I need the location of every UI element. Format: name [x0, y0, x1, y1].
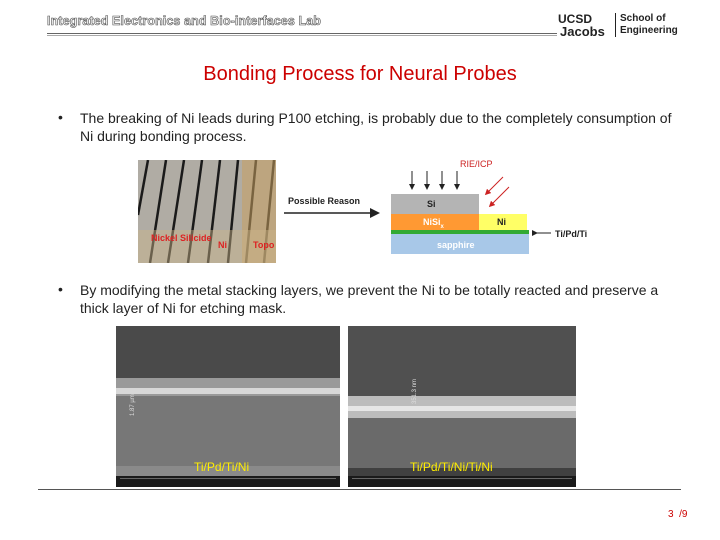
page-current: 3 [668, 509, 674, 520]
arrow-right-icon [282, 207, 382, 219]
label-rie-icp: RIE/ICP [460, 159, 493, 169]
lab-name: Integrated Electronics and Bio-interfaces Lab [47, 14, 322, 28]
header-divider-secondary [47, 35, 557, 36]
label-ni: Ni [218, 240, 227, 250]
page-total: /9 [679, 509, 688, 520]
arrow-label: Possible Reason [288, 196, 361, 206]
sem-image-2 [348, 326, 576, 487]
bullet-text-1: The breaking of Ni leads during P100 etching, is probably due to the completely consumption of Ni during bonding process. [80, 110, 672, 144]
sem-1-scale: 1.87 µm [130, 394, 136, 416]
bullet-marker-2: • [58, 281, 63, 297]
sem-2-scale: 351.3 nm [412, 378, 418, 404]
logo-separator [615, 13, 616, 37]
label-tipdti: Ti/Pd/Ti [555, 229, 588, 239]
optical-micrograph [138, 160, 276, 263]
logo-engineering-text: Engineering [620, 25, 678, 36]
ucsd-jacobs-logo [558, 12, 683, 40]
label-si: Si [427, 199, 436, 209]
label-topo: Topo [253, 240, 275, 250]
layer-diagram-graphic [385, 157, 625, 259]
footer-divider [38, 489, 681, 490]
logo-school-text: School of [620, 13, 666, 24]
bullet-text-2: By modifying the metal stacking layers, we prevent the Ni to be totally reacted and preserve a thick layer of Ni for etching mask. [80, 282, 659, 316]
label-nisi [423, 217, 444, 230]
label-sapphire: sapphire [437, 240, 475, 250]
logo-ucsd-text: UCSD [558, 12, 593, 26]
sem-2-label: Ti/Pd/Ti/Ni/Ti/Ni [410, 460, 493, 474]
label-nisi-subscript: x [440, 223, 444, 230]
bullet-marker-1: • [58, 109, 63, 125]
label-nickel-silicide: Nickel Silicide [151, 233, 212, 243]
header-divider [47, 33, 557, 34]
label-nisi-text: NiSi [423, 217, 441, 227]
layer-diagram [385, 157, 625, 259]
label-ni-layer: Ni [497, 217, 506, 227]
page-number [668, 509, 687, 520]
logo-jacobs-text: Jacobs [560, 24, 605, 39]
sem-1-label: Ti/Pd/Ti/Ni [194, 460, 250, 474]
sem-image-1 [116, 326, 340, 487]
slide-title: Bonding Process for Neural Probes [203, 63, 517, 85]
